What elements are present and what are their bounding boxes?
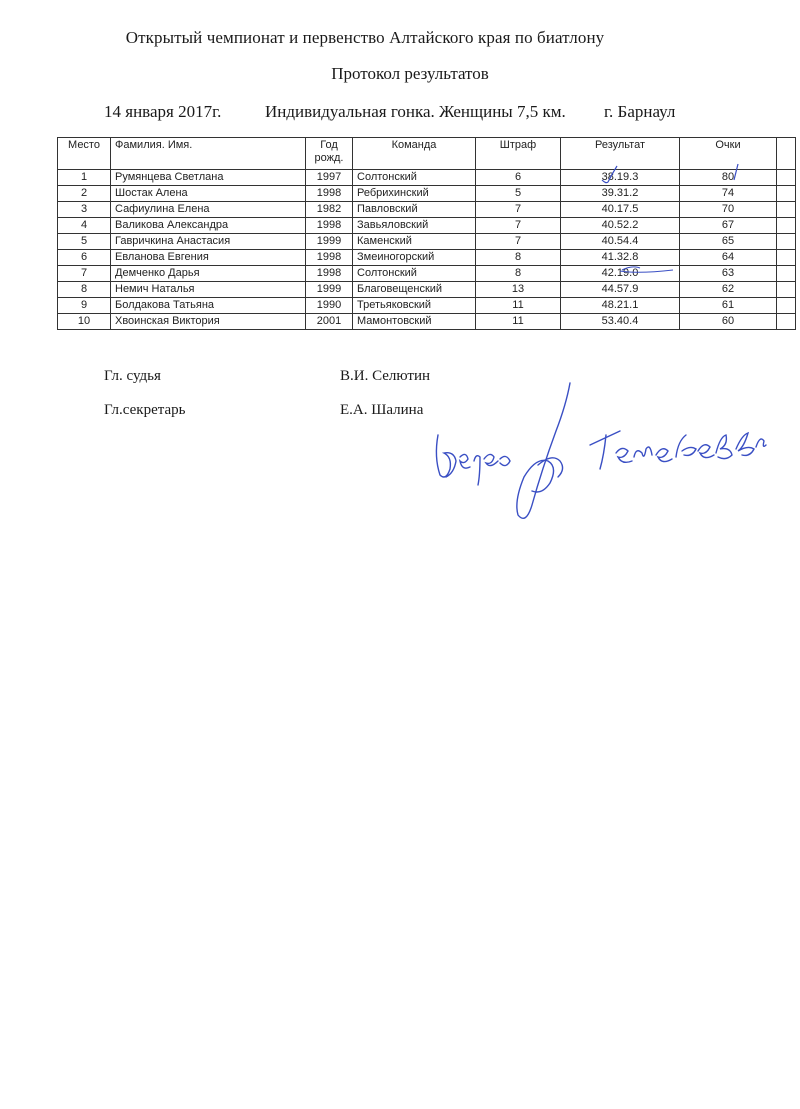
cell-result: 40.52.2 [561,218,680,234]
table-row [58,282,796,298]
cell-result: 53.40.4 [561,314,680,330]
table-row [58,170,796,186]
cell-year: 1998 [306,218,353,234]
cell-team: Каменский [353,234,476,250]
cell-points: 80 [680,170,777,186]
cell-points: 63 [680,266,777,282]
cell-name: Сафиулина Елена [111,202,306,218]
cell-blank [777,314,796,330]
cell-points: 61 [680,298,777,314]
cell-place: 8 [58,282,111,298]
header-name: Фамилия. Имя. [111,138,306,170]
cell-result: 38.19.3 [561,170,680,186]
document-subtitle: Протокол результатов [331,64,489,83]
table-row [58,218,796,234]
cell-name: Шостак Алена [111,186,306,202]
table-header-row [58,138,796,170]
table-row [58,250,796,266]
cell-place: 7 [58,266,111,282]
cell-blank [777,266,796,282]
cell-place: 10 [58,314,111,330]
secretary-name: Е.А. Шалина [340,402,424,418]
cell-penalty: 8 [476,266,561,282]
cell-team: Змеиногорский [353,250,476,266]
cell-points: 70 [680,202,777,218]
header-team: Команда [353,138,476,170]
cell-penalty: 8 [476,250,561,266]
cell-name: Немич Наталья [111,282,306,298]
cell-name: Евланова Евгения [111,250,306,266]
table-row [58,266,796,282]
cell-name: Демченко Дарья [111,266,306,282]
cell-penalty: 11 [476,298,561,314]
cell-place: 2 [58,186,111,202]
handwritten-signature [420,365,780,545]
checkmark-mark [600,164,620,186]
cell-place: 4 [58,218,111,234]
cell-place: 1 [58,170,111,186]
cell-team: Благовещенский [353,282,476,298]
header-year: Год рожд. [306,138,353,170]
header-result: Результат [561,138,680,170]
cell-points: 64 [680,250,777,266]
cell-year: 1999 [306,234,353,250]
cell-points: 60 [680,314,777,330]
cell-blank [777,218,796,234]
cell-year: 1997 [306,170,353,186]
cell-result: 48.21.1 [561,298,680,314]
cell-team: Павловский [353,202,476,218]
cell-blank [777,250,796,266]
cell-team: Третьяковский [353,298,476,314]
cell-result: 41.32.8 [561,250,680,266]
cell-points: 62 [680,282,777,298]
cell-points: 67 [680,218,777,234]
cell-name: Болдакова Татьяна [111,298,306,314]
cell-blank [777,282,796,298]
strikethrough-mark [618,262,678,278]
cell-blank [777,298,796,314]
cell-name: Румянцева Светлана [111,170,306,186]
secretary-role: Гл.секретарь [104,402,186,418]
judge-role: Гл. судья [104,368,161,384]
cell-team: Солтонский [353,170,476,186]
cell-name: Валикова Александра [111,218,306,234]
header-blank [777,138,796,170]
table-row [58,298,796,314]
results-table [57,137,796,330]
document-title: Открытый чемпионат и первенство Алтайского края по биатлону [125,28,605,47]
results-body [58,170,796,330]
cell-place: 9 [58,298,111,314]
cell-name: Гавричкина Анастасия [111,234,306,250]
cell-blank [777,202,796,218]
header-place: Место [58,138,111,170]
table-row [58,202,796,218]
race-date: 14 января 2017г. [104,102,222,121]
cell-team: Ребрихинский [353,186,476,202]
cell-year: 1998 [306,250,353,266]
cell-blank [777,186,796,202]
cell-penalty: 7 [476,218,561,234]
table-row [58,234,796,250]
cell-year: 1998 [306,186,353,202]
cell-result: 42.19.0 [561,266,680,282]
cell-place: 6 [58,250,111,266]
cell-place: 5 [58,234,111,250]
cell-year: 1999 [306,282,353,298]
cell-place: 3 [58,202,111,218]
cell-blank [777,234,796,250]
cell-points: 65 [680,234,777,250]
cell-penalty: 7 [476,202,561,218]
cell-result: 39.31.2 [561,186,680,202]
cell-blank [777,170,796,186]
table-row [58,186,796,202]
cell-team: Мамонтовский [353,314,476,330]
cell-points: 74 [680,186,777,202]
cell-penalty: 11 [476,314,561,330]
stray-pen-mark [730,162,742,184]
cell-year: 1998 [306,266,353,282]
cell-year: 1982 [306,202,353,218]
cell-penalty: 6 [476,170,561,186]
cell-penalty: 5 [476,186,561,202]
cell-result: 44.57.9 [561,282,680,298]
header-points: Очки [680,138,777,170]
cell-penalty: 7 [476,234,561,250]
judge-name: В.И. Селютин [340,368,431,384]
cell-team: Завьяловский [353,218,476,234]
cell-year: 1990 [306,298,353,314]
cell-year: 2001 [306,314,353,330]
race-description: Индивидуальная гонка. Женщины 7,5 км. [265,102,566,121]
cell-team: Солтонский [353,266,476,282]
cell-penalty: 13 [476,282,561,298]
header-penalty: Штраф [476,138,561,170]
cell-result: 40.17.5 [561,202,680,218]
cell-name: Хвоинская Виктория [111,314,306,330]
race-city: г. Барнаул [604,102,676,121]
cell-result: 40.54.4 [561,234,680,250]
table-row [58,314,796,330]
